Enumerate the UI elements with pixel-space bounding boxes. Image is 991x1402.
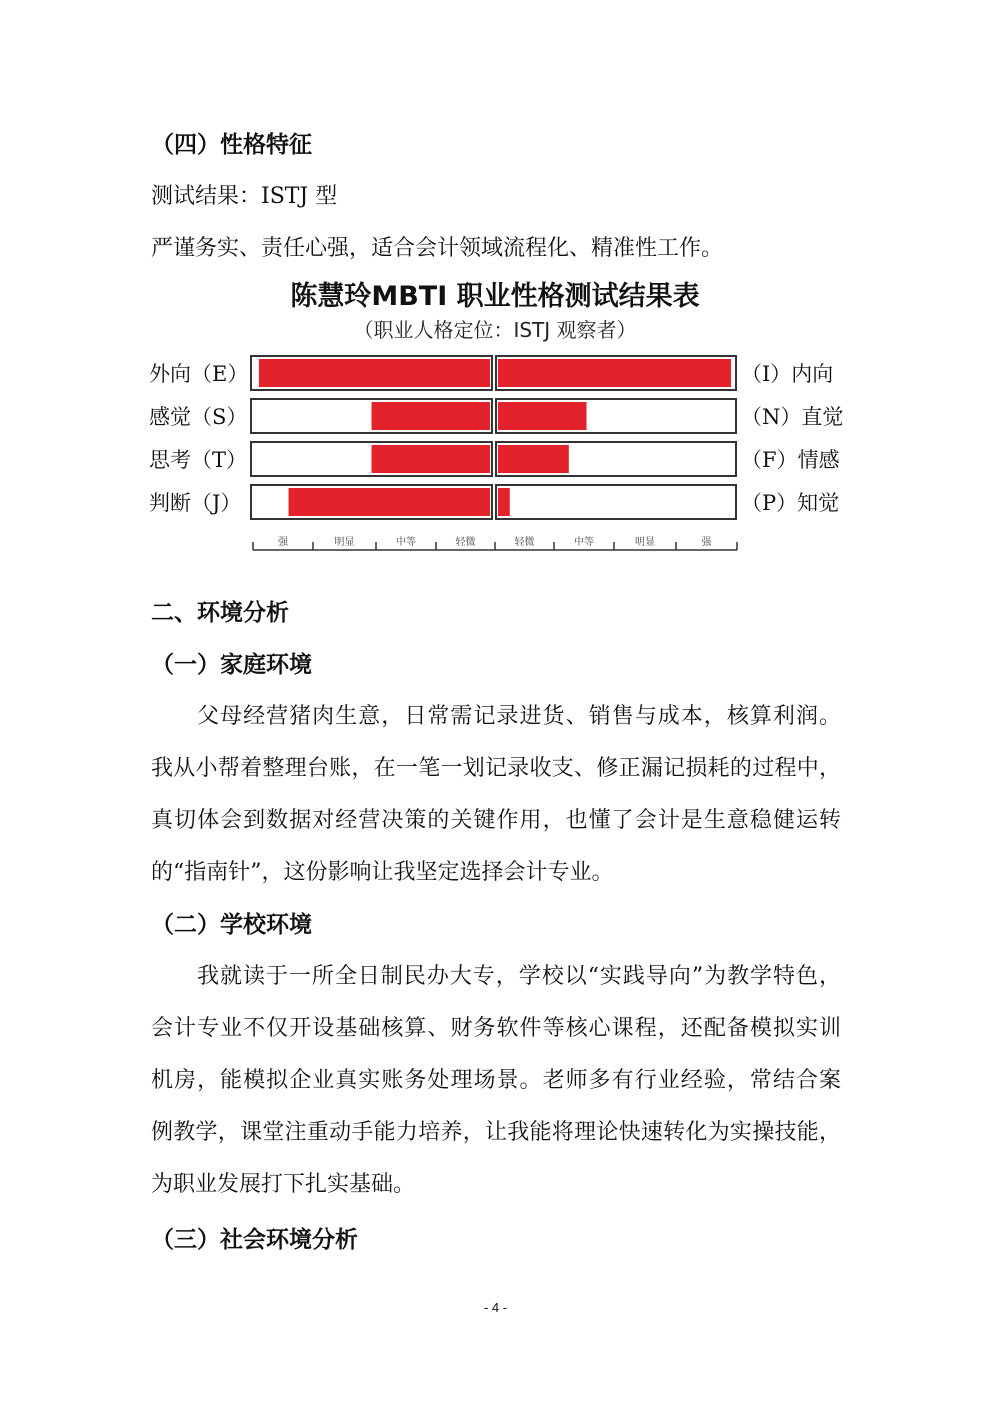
paragraph-line: 机房，能模拟企业真实账务处理场景。老师多有行业经验，常结合案 [151,1068,841,1093]
paragraph-line: 会计专业不仅开设基础核算、财务软件等核心课程，还配备模拟实训 [151,1016,841,1041]
paragraph-line: 我就读于一所全日制民办大专，学校以“实践导向”为教学特色， [197,964,841,989]
heading-school: （二）学校环境 [151,911,312,938]
scale-label: 轻微 [455,537,476,548]
heading-social: （三）社会环境分析 [151,1226,358,1253]
summary: 严谨务实、责任心强，适合会计领域流程化、精准性工作。 [151,236,724,261]
right-label: （N）直觉 [741,405,844,429]
left-bar [372,402,491,430]
scale-label: 强 [278,537,288,548]
page-number: - 4 - [483,1300,508,1315]
right-bar [498,445,569,473]
section-heading-personality: （四）性格特征 [151,131,312,158]
left-bar [259,359,490,387]
mbti-row [149,485,839,519]
paragraph-line: 我从小帮着整理台账，在一笔一划记录收支、修正漏记损耗的过程中， [151,756,841,781]
scale-label: 中等 [396,537,416,548]
paragraph-line: 父母经营猪肉生意，日常需记录进货、销售与成本，核算利润。 [197,704,841,729]
paragraph-line: 为职业发展打下扎实基础。 [151,1172,416,1197]
left-label: 外向（E） [149,362,249,386]
heading-family: （一）家庭环境 [151,651,312,678]
test-result: 测试结果：ISTJ 型 [151,184,338,209]
chart-subtitle: （职业人格定位：ISTJ 观察者） [353,318,637,342]
scale-label: 中等 [574,537,594,548]
scale-label: 明显 [334,537,355,548]
left-label: 思考（T） [149,448,248,472]
mbti-chart [145,270,845,560]
section-heading-environment: 二、环境分析 [151,599,289,626]
left-bar [372,445,491,473]
scale-label: 轻微 [514,537,535,548]
paragraph-line: 的“指南针”，这份影响让我坚定选择会计专业。 [151,860,614,885]
mbti-row [149,399,843,433]
scale-label: 强 [701,537,712,548]
mbti-row [149,356,833,390]
right-label: （I）内向 [741,362,834,386]
right-box [496,485,736,519]
left-label: 判断（J） [149,491,242,515]
right-label: （F）情感 [741,448,840,472]
paragraph-line: 例教学，课堂注重动手能力培养，让我能将理论快速转化为实操技能， [151,1120,841,1145]
chart-title: 陈慧玲MBTI 职业性格测试结果表 [290,281,700,312]
mbti-row [149,442,840,476]
right-bar [498,402,587,430]
scale-label: 明显 [635,537,655,548]
left-label: 感觉（S） [149,405,248,429]
left-bar [289,488,490,516]
right-bar [498,488,510,516]
paragraph-line: 真切体会到数据对经营决策的关键作用，也懂了会计是生意稳健运转 [151,808,841,833]
right-bar [498,359,731,387]
right-label: （P）知觉 [741,491,840,515]
